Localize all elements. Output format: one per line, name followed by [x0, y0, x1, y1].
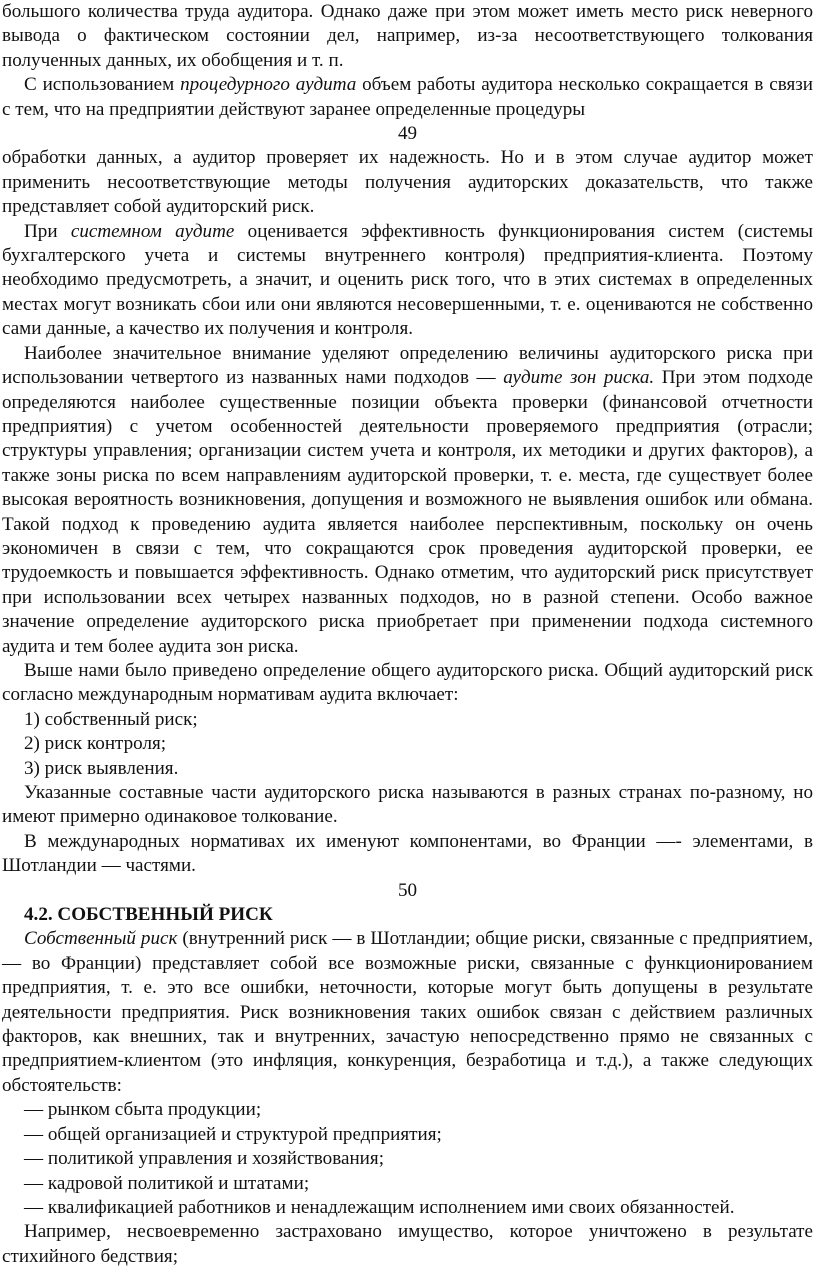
text-run: С использованием: [24, 74, 181, 96]
list-item: 1) собственный риск;: [24, 708, 198, 730]
paragraph-components: Указанные составные части аудиторского риска называются в разных странах по-разному, но имеют примерно одинаковое толкование.: [2, 782, 813, 828]
text-run: объем работы аудитора несколько сокращается в связи с тем, что на предприятии действуют заранее определенные процедуры: [2, 74, 813, 120]
list-item: — рынком сбыта продукции;: [24, 1099, 262, 1121]
italic-term: процедурного аудита: [180, 74, 357, 96]
italic-term: аудите зон риска.: [503, 367, 655, 389]
section-heading: 4.2. СОБСТВЕННЫЙ РИСК: [24, 904, 273, 926]
paragraph-procedural-audit: [2, 73, 813, 122]
list-item: — кадровой политикой и штатами;: [24, 1172, 310, 1194]
paragraph-inherent-risk: [2, 927, 813, 1098]
page-number: 49: [397, 123, 418, 145]
list-item: — общей организацией и структурой предприятия;: [24, 1123, 442, 1145]
paragraph-naming: В международных нормативах их именуют компонентами, во Франции —- элементами, в Шотландии — частями.: [2, 830, 813, 877]
paragraph-data-processing: обработки данных, а аудитор проверяет их надежность. Но и в этом случае аудитор может применить несоответствующие методы получения аудиторских доказательств, что также представляет собой аудиторский риск.: [2, 147, 813, 218]
italic-term: Собственный риск: [24, 928, 178, 950]
paragraph-example: Например, несвоевременно застраховано имущество, которое уничтожено в результате стихийного бедствия;: [2, 1221, 813, 1267]
text-run: При: [24, 220, 71, 242]
list-item: 2) риск контроля;: [24, 733, 167, 755]
paragraph-system-audit: [2, 220, 813, 342]
list-item: — квалификацией работников и ненадлежащим исполнением ими своих обязанностей.: [24, 1196, 735, 1218]
text-run: оценивается эффективность функционирования систем (системы бухгалтерского учета и системы внутреннего контроля) предприятия-клиента. Поэтому необходимо предусмотреть, а значит, и оценить риск того, что в этих системах в определенных местах могут возникать сбои или они являются несовершенными, т. е. оцениваются не собственно сами данные, а качество их получения и контроля.: [2, 220, 814, 340]
italic-term: системном аудите: [70, 220, 235, 242]
list-item: — политикой управления и хозяйствования;: [24, 1148, 384, 1170]
paragraph-risk-zone-audit: [2, 342, 813, 659]
text-run: При этом подходе определяются наиболее существенные позиции объекта проверки (финансовой отчетности предприятия) с учетом особенностей деятельности проверяемого предприятия (отрасли; структуры управления; организации систем учета и контроля, их методики и других факторов), а также зоны риска по всем направлениям аудиторской проверки, т. е. места, где существует более высокая вероятность возникновения, допущения и возможного не выявления ошибок или обмана. Такой подход к проведению аудита является наиболее перспективным, поскольку он очень экономичен в связи с тем, что сокращаются срок проведения аудиторской проверки, ее трудоемкость и повышается эффективность. Однако отметим, что аудиторский риск присутствует при использовании всех четырех названных подходов, но в разной степени. Особо важное значение определение аудиторского риска приобретает при применении подхода системного аудита и тем более аудита зон риска.: [2, 367, 813, 657]
text-run: Наиболее значительное внимание уделяют определению величины аудиторского риска при использовании четвертого из названных нами подходов —: [2, 342, 813, 389]
page-number: 50: [397, 879, 418, 901]
paragraph-continuation: большого количества труда аудитора. Однако даже при этом может иметь место риск неверного вывода о фактическом состоянии дел, например, из-за несоответствующего толкования полученных данных, их обобщения и т. п.: [2, 1, 813, 71]
list-item: 3) риск выявления.: [24, 757, 179, 779]
text-run: (внутренний риск — в Шотландии; общие риски, связанные с предприятием, — во Франции) представляет собой все возможные риски, связанные с функционированием предприятия, т. е. это все ошибки, неточности, которые могут быть допущены в результате деятельности предприятия. Риск возникновения таких ошибок связан с действием различных факторов, как внешних, так и внутренних, зачастую непосредственно прямо не связанных с предприятием-клиентом (это инфляция, конкуренция, безработица и т.д.), а также следующих обстоятельств:: [2, 928, 813, 1096]
paragraph-general-risk: Выше нами было приведено определение общего аудиторского риска. Общий аудиторский риск согласно международным нормативам аудита включает:: [2, 659, 813, 706]
